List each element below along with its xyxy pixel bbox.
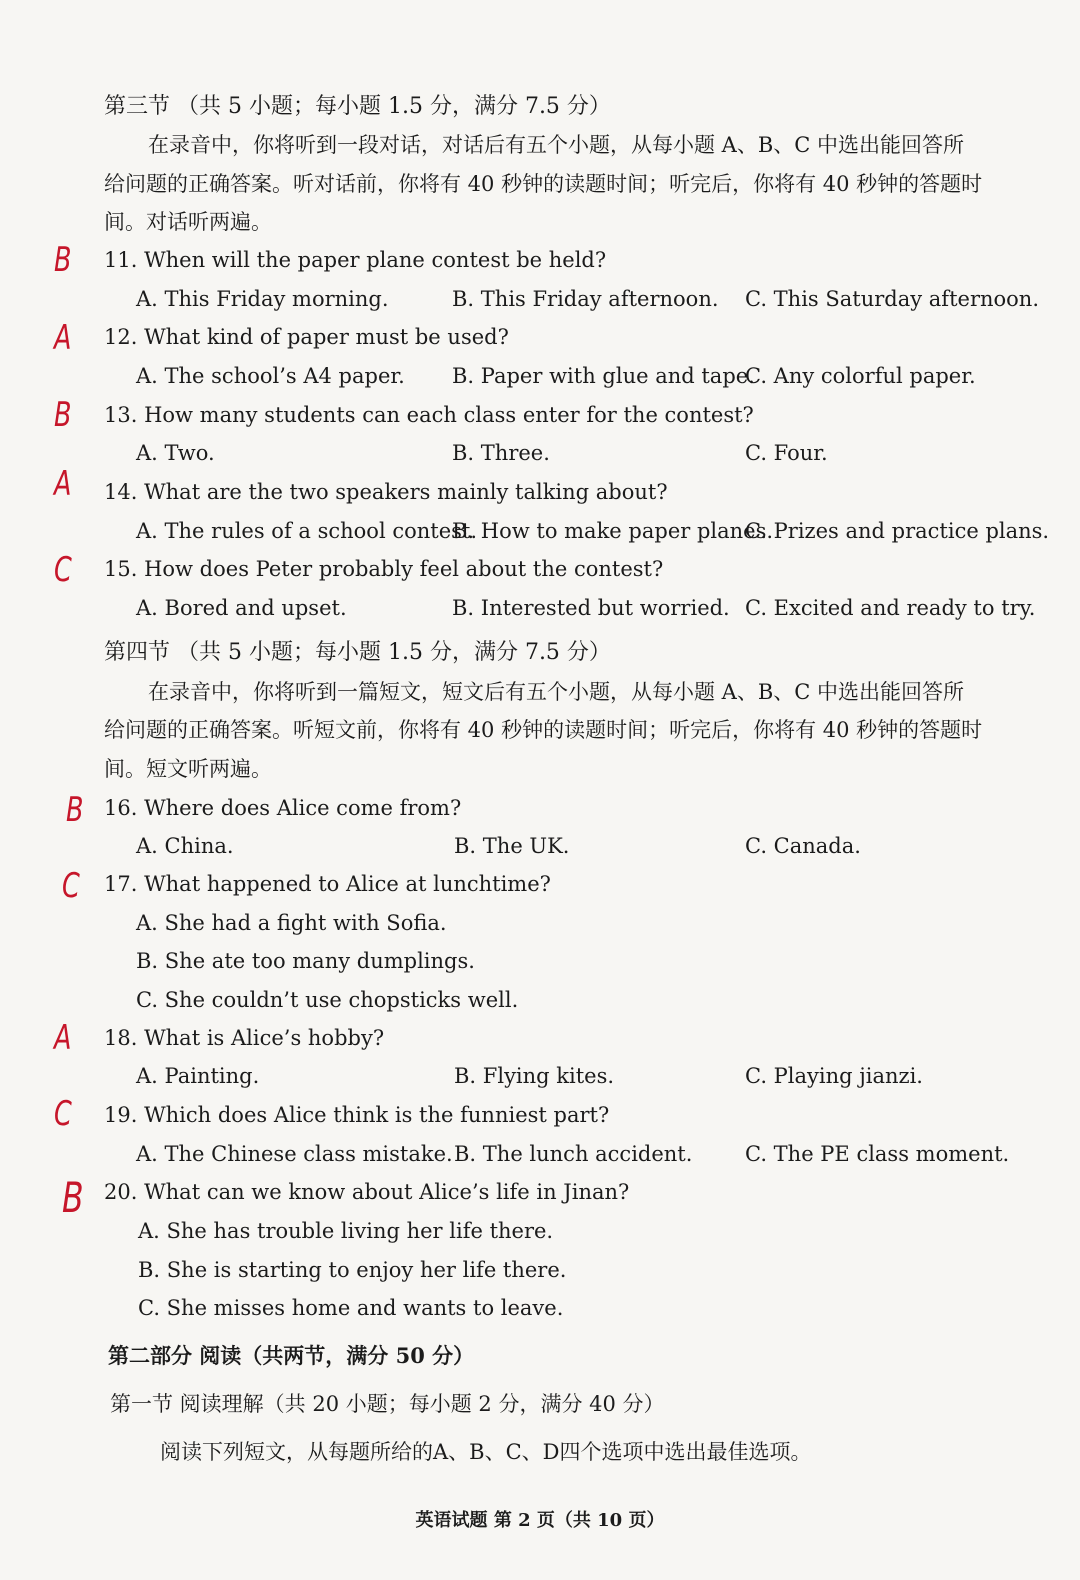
option-c: C. The PE class moment.: [745, 1142, 1010, 1166]
option-a: A. The school’s A4 paper.: [136, 364, 405, 388]
question-13: 13. How many students can each class enter for the contest?: [104, 403, 754, 427]
option-a: A. This Friday morning.: [136, 287, 389, 311]
handwritten-answer-mark: B: [54, 395, 72, 435]
question-19: 19. Which does Alice think is the funniest part?: [104, 1103, 610, 1127]
option-a: A. Painting.: [136, 1064, 260, 1088]
option-c: C. Playing jianzi.: [745, 1064, 923, 1088]
option-a: A. China.: [136, 834, 234, 858]
handwritten-answer-mark: A: [54, 318, 72, 358]
part2-instruction: 阅读下列短文，从每题所给的A、B、C、D四个选项中选出最佳选项。: [160, 1440, 812, 1464]
handwritten-answer-mark: A: [54, 464, 72, 504]
option-c: C. Excited and ready to try.: [745, 596, 1036, 620]
section4-header: 第四节 （共 5 小题；每小题 1.5 分，满分 7.5 分）: [104, 640, 611, 665]
part2-subsection: 第一节 阅读理解（共 20 小题；每小题 2 分，满分 40 分）: [110, 1392, 665, 1416]
option-a: A. She has trouble living her life there.: [138, 1219, 554, 1243]
option-b: B. How to make paper planes.: [452, 519, 774, 543]
option-c: C. Four.: [745, 441, 828, 465]
section3-instruction-1: 在录音中，你将听到一段对话，对话后有五个小题，从每小题 A、B、C 中选出能回答所: [148, 133, 965, 157]
option-b: B. The UK.: [454, 834, 570, 858]
part2-title: 第二部分 阅读（共两节，满分 50 分）: [108, 1343, 475, 1368]
question-20: 20. What can we know about Alice’s life in Jinan?: [104, 1180, 630, 1204]
section4-instruction-2: 给问题的正确答案。听短文前，你将有 40 秒钟的读题时间；听完后，你将有 40 秒钟的答题时: [104, 718, 983, 742]
option-a: A. The Chinese class mistake.: [136, 1142, 453, 1166]
section4-instruction-1: 在录音中，你将听到一篇短文，短文后有五个小题，从每小题 A、B、C 中选出能回答所: [148, 680, 965, 704]
handwritten-answer-mark: B: [62, 1173, 84, 1222]
option-c: C. She misses home and wants to leave.: [138, 1296, 564, 1320]
question-14: 14. What are the two speakers mainly talking about?: [104, 480, 668, 504]
option-b: B. She is starting to enjoy her life there.: [138, 1258, 567, 1282]
option-c: C. This Saturday afternoon.: [745, 287, 1039, 311]
section3-instruction-3: 间。对话听两遍。: [104, 210, 272, 234]
option-a: A. She had a fight with Sofia.: [136, 911, 447, 935]
option-a: A. Bored and upset.: [136, 596, 347, 620]
handwritten-answer-mark: B: [66, 790, 84, 830]
option-c: C. Canada.: [745, 834, 861, 858]
option-a: A. The rules of a school contest.: [136, 519, 478, 543]
question-17: 17. What happened to Alice at lunchtime?: [104, 872, 551, 896]
option-c: C. Any colorful paper.: [745, 364, 976, 388]
handwritten-answer-mark: C: [62, 866, 80, 906]
page-footer: 英语试题 第 2 页（共 10 页）: [415, 1510, 665, 1531]
question-16: 16. Where does Alice come from?: [104, 796, 462, 820]
option-c: C. She couldn’t use chopsticks well.: [136, 988, 519, 1012]
question-15: 15. How does Peter probably feel about the contest?: [104, 557, 664, 581]
option-b: B. Interested but worried.: [452, 596, 730, 620]
option-b: B. This Friday afternoon.: [452, 287, 719, 311]
option-b: B. Flying kites.: [454, 1064, 615, 1088]
option-b: B. Three.: [452, 441, 550, 465]
question-12: 12. What kind of paper must be used?: [104, 325, 509, 349]
handwritten-answer-mark: C: [54, 1094, 72, 1134]
question-18: 18. What is Alice’s hobby?: [104, 1026, 385, 1050]
handwritten-answer-mark: C: [54, 550, 72, 590]
section3-header: 第三节 （共 5 小题；每小题 1.5 分，满分 7.5 分）: [104, 94, 611, 119]
option-b: B. The lunch accident.: [454, 1142, 693, 1166]
section4-instruction-3: 间。短文听两遍。: [104, 757, 272, 781]
question-11: 11. When will the paper plane contest be held?: [104, 248, 607, 272]
handwritten-answer-mark: B: [54, 240, 72, 280]
option-a: A. Two.: [136, 441, 215, 465]
option-b: B. She ate too many dumplings.: [136, 949, 475, 973]
section3-instruction-2: 给问题的正确答案。听对话前，你将有 40 秒钟的读题时间；听完后，你将有 40 秒钟的答题时: [104, 172, 983, 196]
option-c: C. Prizes and practice plans.: [745, 519, 1050, 543]
option-b: B. Paper with glue and tape.: [452, 364, 755, 388]
handwritten-answer-mark: A: [54, 1018, 72, 1058]
